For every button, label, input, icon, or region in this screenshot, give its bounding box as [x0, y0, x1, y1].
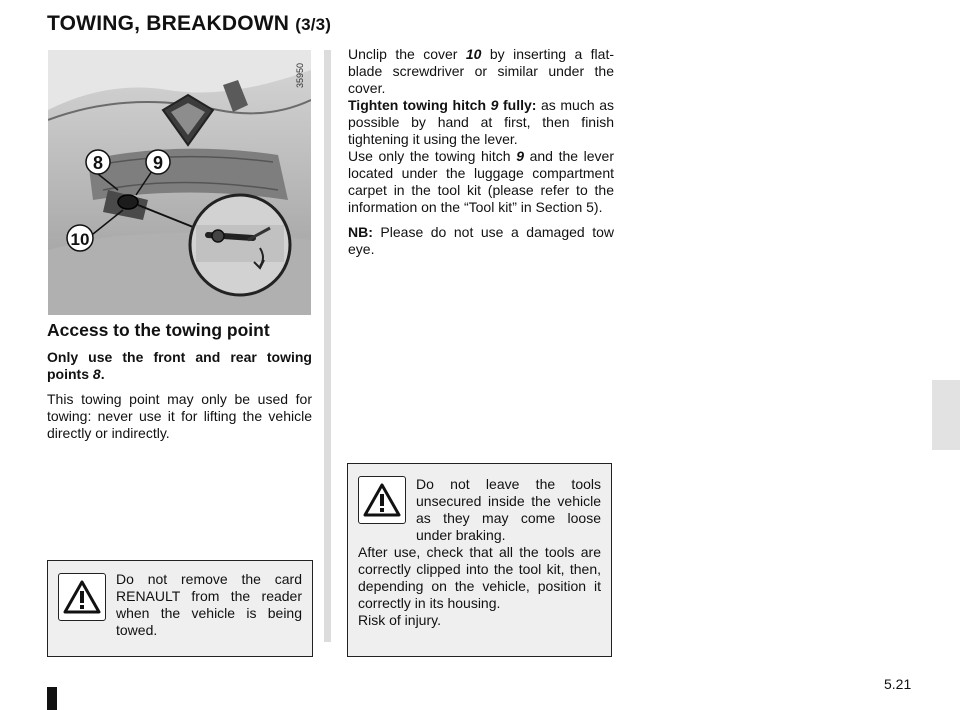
- warning-icon: [58, 573, 106, 621]
- tighten-hitch-paragraph: [348, 97, 614, 148]
- warning-tools-text-c: Risk of injury.: [358, 612, 441, 628]
- towing-points-text: Only use the front and rear towing points: [47, 349, 312, 382]
- callout-9-label: 9: [152, 153, 164, 173]
- nb-label: NB:: [348, 224, 373, 240]
- ref-9: 9: [490, 97, 499, 113]
- unclip-text-a: Unclip the cover: [348, 46, 466, 62]
- nb-text: Please do not use a damaged tow eye.: [348, 224, 614, 257]
- unclip-cover-paragraph: [348, 46, 614, 97]
- towing-point-illustration: [48, 50, 311, 315]
- tighten-bold-b: fully:: [498, 97, 537, 113]
- title-part: (3/3): [295, 15, 332, 34]
- ref-8: 8: [92, 366, 101, 382]
- page-title: [47, 12, 331, 36]
- section-heading: Access to the towing point: [47, 320, 270, 340]
- towing-points-note: [47, 349, 312, 383]
- warning-box-card: [47, 560, 313, 657]
- ref-9-second: 9: [516, 148, 524, 164]
- column-divider: [324, 50, 331, 642]
- left-column: [47, 320, 312, 450]
- use-only-text-a: Use only the towing hitch: [348, 148, 517, 164]
- tighten-bold-a: Tighten towing hitch: [348, 97, 491, 113]
- warning-icon: [358, 476, 406, 524]
- unclip-text-b: by inserting a flat-blade screwdriver or similar under the cover.: [348, 46, 614, 96]
- warning-box-tools: [347, 463, 612, 657]
- section-tab: [932, 380, 960, 450]
- warning-tools-text-b: After use, check that all the tools are correctly clipped into the tool kit, then, depending on the vehicle, position it correctly in its housing.: [358, 544, 601, 611]
- page-number: 5.21: [884, 676, 912, 692]
- use-only-paragraph: [348, 148, 614, 216]
- callout-10-label: 10: [70, 230, 90, 249]
- figure-ref-number: 35950: [295, 62, 305, 88]
- title-main: TOWING, BREAKDOWN: [47, 12, 290, 35]
- ref-10: 10: [465, 46, 482, 62]
- nb-paragraph: [348, 224, 614, 258]
- tighten-rest: as much as possible by hand at first, then finish tightening it using the lever.: [348, 97, 614, 147]
- use-only-text-b: and the lever located under the luggage compartment carpet in the tool kit (please refer to the information on the “Tool kit” in Section 5).: [348, 148, 615, 215]
- right-column: [348, 46, 614, 258]
- towing-use-paragraph: This towing point may only be used for towing: never use it for lifting the vehicle directly or indirectly.: [47, 391, 312, 441]
- warning-tools-text-a: Do not leave the tools unsecured inside the vehicle as they may come loose under braking.: [416, 476, 601, 543]
- corner-mark: [47, 687, 57, 710]
- warning-card-text: Do not remove the card RENAULT from the reader when the vehicle is being towed.: [116, 571, 302, 638]
- period: .: [100, 366, 105, 382]
- callout-8-label: 8: [92, 153, 104, 173]
